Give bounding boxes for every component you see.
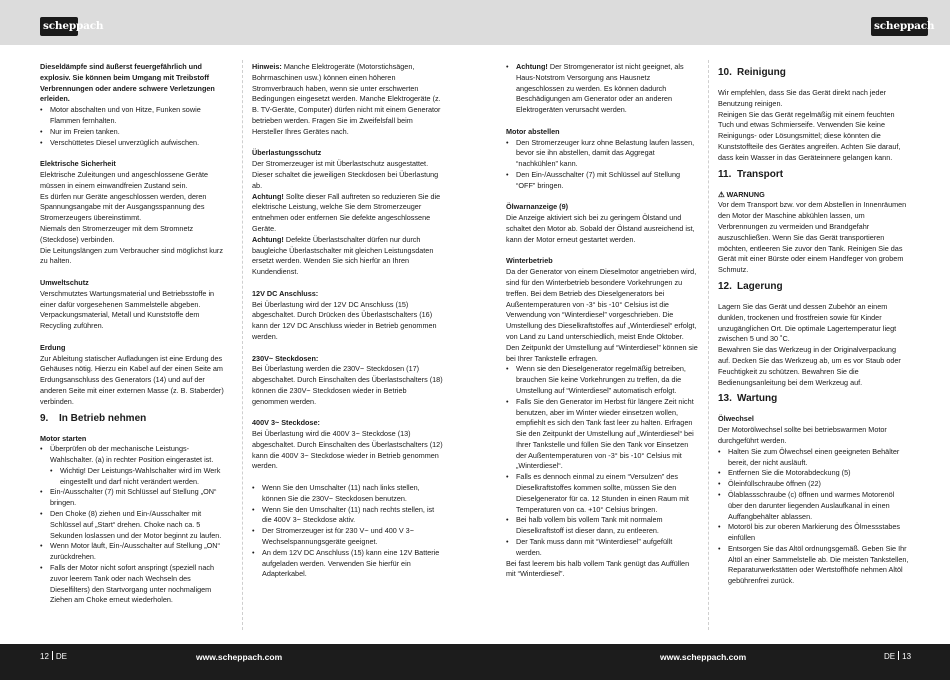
spacer (506, 192, 698, 203)
paragraph (718, 110, 910, 164)
paragraph-text: Der Motorölwechsel sollte bei betriebswarmen Motor durchgeführt werden. (718, 425, 887, 445)
column-divider (242, 60, 243, 630)
subheading: Elektrische Sicherheit (40, 159, 116, 169)
section-heading (718, 280, 910, 294)
subheading: Motor starten (40, 433, 87, 443)
spacer (252, 408, 444, 419)
paragraph (252, 62, 444, 138)
list-item (506, 364, 698, 396)
emphasis-label: Achtung! (516, 62, 548, 71)
bullet-list (252, 483, 444, 580)
paragraph (252, 159, 444, 191)
section-title: In Betrieb nehmen (59, 412, 147, 424)
paragraph (40, 354, 232, 408)
paragraph (718, 425, 910, 447)
paragraph-text: Defekte Überlastschalter dürfen nur durch baugleiche Überlastschalter mit gleichen Leistungsdaten ersetzt werden. Wenden Sie sich hierfür an Ihren Kundendienst. (252, 234, 434, 277)
subheading: Ölwechsel (718, 414, 754, 424)
list-item (40, 541, 232, 563)
list-item-text: Ölablassschraube (c) öffnen und warmes Motorenöl über den darunter liegenden Auslaufkanal in einen Auffangbehälter ablassen. (728, 489, 895, 521)
paragraph (40, 246, 232, 268)
header-bar (0, 0, 950, 45)
list-item (40, 127, 232, 138)
paragraph (252, 235, 444, 278)
list-item (506, 170, 698, 192)
list-item (40, 466, 232, 488)
section-heading (718, 168, 910, 182)
website-link-right[interactable]: www.scheppach.com (660, 652, 747, 662)
bullet-list (506, 364, 698, 558)
subheading: 230V~ Steckdosen: (252, 353, 319, 363)
paragraph-text: Bei fast leerem bis halb vollem Tank genügt das Auffüllen mit “Winterdiesel”. (506, 558, 690, 579)
list-item-text: Entfernen Sie die Motorabdeckung (5) (728, 468, 851, 478)
section-number: 13. (718, 393, 732, 405)
list-item-text: Entsorgen Sie das Altöl ordnungsgemäß. Geben Sie Ihr Altöl an einer Sammelstelle ab. Die meisten Tankstellen, Reparaturwerkstätten oder Wertstoffhöfe nehmen Altöl gebührenfrei zurück. (728, 543, 909, 586)
subheading: Dieseldämpfe sind äußerst feuergefährlich und explosiv. Sie können beim Umgang mit Treibstoff Verbrennungen oder andere schwere Verletzungen erleiden. (40, 62, 215, 104)
paragraph (718, 345, 910, 388)
paragraph (506, 213, 698, 245)
list-item-text: Motor abschalten und von Hitze, Funken sowie Flammen fernhalten. (50, 105, 201, 125)
list-item-text: Falls es dennoch einmal zu einem “Versulzen” des Dieselkraftstoffes kommen sollte, müssen Sie den Dieselgenerator für ca. 12 Stunden in einen Raum mit Temperaturen von ca. +10° Celsius bringen. (516, 472, 689, 514)
paragraph-text: Sollte dieser Fall auftreten so reduzieren Sie die elektrische Leistung, welche Sie dem Stromerzeuger entnehmen oder entfernen Sie defekte angeschlossene Geräte. (252, 191, 441, 233)
list-item (252, 526, 444, 548)
list-item-text: Den Ein-/Ausschalter (7) mit Schlüssel auf Stellung “OFF” bringen. (516, 169, 681, 190)
paragraph (506, 559, 698, 581)
section-number: 10. (718, 67, 732, 78)
paragraph (718, 88, 910, 110)
list-item (506, 515, 698, 537)
paragraph (252, 364, 444, 407)
section-heading (40, 412, 232, 426)
list-item (252, 483, 444, 505)
list-item-text: Der Tank muss dann mit “Winterdiesel” aufgefüllt werden. (516, 537, 673, 557)
subheading: 400V 3~ Steckdose: (252, 418, 320, 428)
list-item-text: Wenn Sie den Umschalter (11) nach links stellen, können Sie die 230V~ Steckdosen benutzen. (262, 483, 420, 503)
paragraph-text: Bei Überlastung werden die 230V~ Steckdosen (17) abgeschaltet. Durch Einschalten des Überlastschalters (18) können die 230V~ Steckdosen wieder in Betrieb genommen werden. (252, 364, 443, 406)
paragraph-text: Bei Überlastung wird der 12V DC Anschluss (15) abgeschaltet. Durch Drücken des Überlastschalters (16) kann der 12V DC Anschluss wieder in Betrieb genommen werden. (252, 299, 437, 341)
spacer (40, 332, 232, 343)
list-item-text: Öleinfüllschraube öffnen (22) (728, 479, 821, 489)
subheading: Winterbetrieb (506, 256, 553, 266)
list-item (40, 509, 232, 541)
list-item (506, 537, 698, 559)
paragraph (252, 300, 444, 343)
bullet-list (506, 62, 698, 116)
column-2 (252, 62, 444, 580)
brand-logo-right: scheppach (871, 17, 928, 36)
paragraph-text: Reinigen Sie das Gerät regelmäßig mit einem feuchten Tuch und etwas Schmierseife. Verwenden Sie keine Reinigungs- oder Lösungsmittel; diese könnten die Kunststoffteile des Gerätes angreifen. Achten Sie darauf, dass kein Wasser in das Geräteinnere gelangen kann. (718, 109, 901, 162)
list-item (506, 138, 698, 170)
website-link-left[interactable]: www.scheppach.com (196, 652, 283, 662)
paragraph (718, 200, 910, 276)
column-3 (506, 62, 698, 580)
emphasis-label: Hinweis: (252, 62, 282, 71)
warning-text: WARNUNG (726, 189, 765, 199)
list-item-text: Verschüttetes Diesel unverzüglich aufwischen. (50, 137, 200, 147)
subheading: Ölwarnanzeige (9) (506, 202, 569, 212)
list-item (718, 468, 910, 479)
list-item-text: Ein-/Ausschalter (7) mit Schlüssel auf Stellung „ON“ bringen. (50, 487, 217, 508)
paragraph-text: Zur Ableitung statischer Aufladungen ist eine Erdung des Gehäuses nötig. Hierzu ein Kabel auf der einen Seite am Erdungsanschluss des Generators (14) und auf der anderen Seite mit einer externen Masse (z. B. Staberder) verbinden. (40, 353, 224, 406)
column-1 (40, 62, 232, 606)
paragraph-text: Lagern Sie das Gerät und dessen Zubehör an einem dunklen, trockenen und frostfreien sowie für Kinder unzugänglichen Ort. Die optimale Lagertemperatur liegt zwischen 5 und 30 ˚C. (718, 301, 897, 344)
paragraph-text: Die Leitungslängen zum Verbraucher sind möglichst kurz zu halten. (40, 245, 223, 266)
spacer (506, 116, 698, 127)
paragraph-text: Bewahren Sie das Werkzeug in der Originalverpackung auf. Decken Sie das Werkzeug ab, um es vor Staub oder Feuchtigkeit zu schützen. Bewahren Sie die Bedienungsanleitung bei dem Werkzeug auf. (718, 345, 901, 387)
paragraph (40, 289, 232, 332)
paragraph (40, 192, 232, 224)
list-item (718, 479, 910, 490)
list-item (252, 548, 444, 580)
list-item-text: Wenn Motor läuft, Ein-/Ausschalter auf Stellung „ON“ zurückdrehen. (50, 541, 220, 562)
column-4 (718, 62, 910, 587)
list-item-text: Wenn Sie den Umschalter (11) nach rechts stellen, ist die 400V 3~ Steckdose aktiv. (262, 504, 435, 525)
list-item (506, 397, 698, 473)
paragraph-text: Es dürfen nur Geräte angeschlossen werden, deren Spannungsangabe mit der Ausgangsspannung des Stromerzeugers übereinstimmt. (40, 191, 207, 223)
paragraph-text: Verschmutztes Wartungsmaterial und Betriebsstoffe in einer dafür vorgesehenen Sammelstelle abgeben. Verpackungsmaterial, Metall und Kunststoffe dem Recycling zuführen. (40, 288, 215, 331)
list-item-text: Überprüfen ob der mechanische Leistungs-Wahlschalter. (a) in rechter Position eingerastet ist. (50, 444, 214, 465)
list-item-text: Der Stromgenerator ist nicht geeignet, als Haus-Notstrom Versorgung ans Hausnetz angeschlossen zu werden. Es können dadurch Beschädigungen am Generator oder an anderen Elektrogeräten verursacht werden. (516, 62, 684, 115)
list-item (40, 487, 232, 509)
list-item-text: Den Choke (8) ziehen und Ein-/Ausschalter mit Schlüssel auf „Start“ drehen. Choke nach ca. 5 Sekunden loslassen und der Motor beginnt zu laufen. (50, 509, 222, 540)
list-item (506, 472, 698, 515)
column-divider (708, 60, 709, 630)
list-item-text: Nur im Freien tanken. (50, 126, 120, 136)
page-number-right: DE 13 (884, 652, 912, 661)
list-item (506, 62, 698, 116)
section-heading (718, 66, 910, 80)
list-item-text: Der Stromerzeuger ist für 230 V~ und 400 V 3~ Wechselspannungsgeräte geeignet. (262, 526, 414, 547)
section-number: 11. (718, 168, 732, 180)
paragraph-text: Niemals den Stromerzeuger mit dem Stromnetz (Steckdose) verbinden. (40, 223, 194, 244)
warning-label (718, 190, 910, 201)
list-item-text: Halten Sie zum Ölwechsel einen geeigneten Behälter bereit, der nicht ausläuft. (728, 446, 900, 467)
bullet-list (506, 138, 698, 192)
subheading: Erdung (40, 342, 66, 352)
section-title: Reinigung (737, 67, 786, 78)
list-item (252, 505, 444, 527)
list-item (718, 490, 910, 522)
spacer (506, 246, 698, 257)
bullet-list (40, 105, 232, 148)
section-title: Wartung (737, 393, 778, 405)
list-item-text: Wichtig! Der Leistungs-Wahlschalter wird im Werk eingestellt und darf nicht verändert werden. (60, 465, 221, 486)
spacer (40, 267, 232, 278)
paragraph-text: Der Stromerzeuger ist mit Überlastschutz ausgestattet. Dieser schaltet die jeweiligen Steckdosen bei Überlastung ab. (252, 159, 439, 190)
emphasis-label: Achtung! (252, 234, 284, 244)
paragraph (252, 429, 444, 472)
subheading: 12V DC Anschluss: (252, 288, 319, 298)
spacer (40, 148, 232, 159)
paragraph-text: Wir empfehlen, dass Sie das Gerät direkt nach jeder Benutzung reinigen. (718, 88, 887, 108)
list-item-text: Falls der Motor nicht sofort anspringt (speziell nach zuvor leerem Tank oder nach Wechseln des Dieselfilters) den Startvorgang unter nochmaligem Ziehen am Choke erneut wiederholen. (50, 563, 215, 605)
list-item (40, 563, 232, 606)
section-title: Transport (737, 168, 784, 180)
spacer (252, 343, 444, 354)
list-item-text: An dem 12V DC Anschluss (15) kann eine 12V Batterie aufgeladen werden. Verwenden Sie hierfür ein Adapterkabel. (262, 547, 440, 579)
paragraph (252, 192, 444, 235)
paragraph-text: Die Anzeige aktiviert sich bei zu geringem Ölstand und schaltet den Motor ab. Sobald der Ölstand ausreichend ist, kann der Motor erneut gestartet werden. (506, 213, 695, 244)
emphasis-label: Achtung! (252, 191, 284, 201)
section-number: 12. (718, 280, 732, 292)
list-item (718, 522, 910, 544)
list-item-text: Motoröl bis zur oberen Markierung des Ölmessstabes einfüllen (728, 522, 901, 543)
paragraph (506, 267, 698, 364)
list-item (40, 138, 232, 149)
warning-icon: ⚠ (718, 189, 727, 199)
list-item (40, 105, 232, 127)
list-item (718, 447, 910, 469)
list-item-text: Bei halb vollem bis vollem Tank mit normalem Dieselkraftstoff ist dieser dann, zu entleeren. (516, 515, 663, 536)
section-title: Lagerung (737, 280, 783, 292)
spacer (252, 138, 444, 149)
paragraph-text: Vor dem Transport bzw. vor dem Abstellen in Innenräumen den Motor der Maschine abkühlen lassen, um Verbrennungen zu vermeiden und Brandgefahr auszuschließen. Wenn Sie das Gerät transportieren möchten, entleeren Sie zuvor den Tank. Reinigen Sie das Gerät mit einer Bürste oder einem Handfeger von grobem Schmutz. (718, 200, 907, 275)
paragraph-text: Manche Elektrogeräte (Motorstichsägen, Bohrmaschinen usw.) können einen höheren Stromverbrauch haben, wenn sie unter erschwerten Bedingungen eingesetzt werden. Manche Elektrogeräte (z. B. TV-Geräte, Computer) dürfen nicht mit einem Generator betrieben werden. Fragen Sie im Zweifelsfall beim Hersteller Ihres Gerätes nach. (252, 62, 441, 136)
paragraph-text: Elektrische Zuleitungen und angeschlossene Geräte müssen in einem einwandfreien Zustand sein. (40, 169, 209, 190)
brand-logo-left: scheppach (40, 17, 78, 36)
list-item-text: Falls Sie den Generator im Herbst für längere Zeit nicht benutzen, aber im Winter wieder einsetzen wollen, empfiehlt es sich den Tank fast leer zu halten. Erfragen Sie den Zeitpunkt der Umstellung auf „Winterdiesel“ bei Ihrer Tankstelle und füllen Sie den Tank vor Einsetzen der Außentemperaturen von -3° bis -10° Celsius mit „Winterdiesel“. (516, 396, 694, 471)
list-item-text: Den Stromerzeuger kurz ohne Belastung laufen lassen, bevor sie ihn abstellen, damit das Aggregat “nachkühlen” kann. (516, 137, 695, 169)
bullet-list (718, 447, 910, 587)
list-item (40, 444, 232, 466)
list-item-text: Wenn sie den Dieselgenerator regelmäßig betreiben, brauchen Sie keine Vorkehrungen zu treffen, da die Umstellung auf “Winterdiesel” automatisch erfolgt. (516, 364, 686, 395)
bullet-list (40, 444, 232, 606)
paragraph (718, 302, 910, 345)
section-number: 9. (40, 412, 49, 424)
paragraph-text: Bei Überlastung wird die 400V 3~ Steckdose (13) abgeschaltet. Durch Einschalten des Überlastschalters (12) kann die 400V 3~ Steckdose wieder in Betrieb genommen werden. (252, 429, 443, 471)
paragraph (40, 170, 232, 192)
paragraph-text: Da der Generator von einem Dieselmotor angetrieben wird, sind für den Winterbetrieb besondere Vorkehrungen zu treffen. Bei dem Betrieb des Dieselgenerators bei Außentemperaturen von -3° bis -10° Celsius ist die Verwendung von “Winterdiesel” vorgeschrieben. Die Umstellung des Dieselkraftstoffes auf „Winterdiesel“ erfolgt, von Land zu Land unterschiedlich, meist Ende Oktober. Den Zeitpunkt der Umstellung auf “Winterdiesel” können sie bei Ihrer Tankstelle erfragen. (506, 267, 698, 363)
subheading: Motor abstellen (506, 126, 560, 136)
subheading: Umweltschutz (40, 277, 89, 287)
page-number-left: 12 DE (40, 652, 68, 661)
spacer (252, 472, 444, 483)
section-heading (718, 392, 910, 406)
subheading: Überlastungsschutz (252, 148, 322, 158)
footer-bar (0, 644, 950, 680)
spacer (252, 278, 444, 289)
list-item (718, 544, 910, 587)
paragraph (40, 224, 232, 246)
